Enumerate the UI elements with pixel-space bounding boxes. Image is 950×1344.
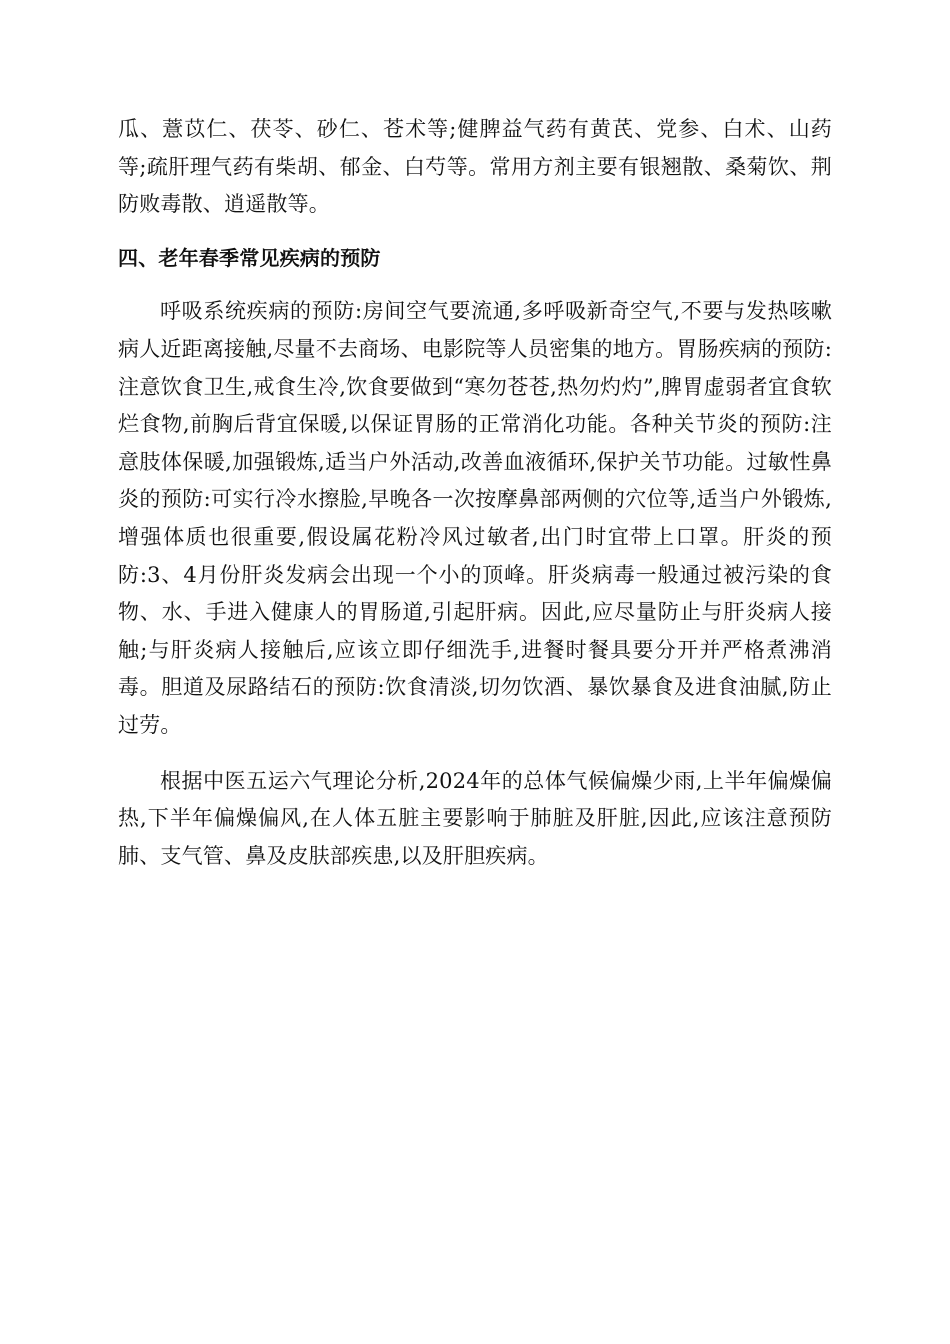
continuation-paragraph: 瓜、薏苡仁、茯苓、砂仁、苍术等;健脾益气药有黄芪、党参、白术、山药等;疏肝理气药有柴胡、郁金、白芍等。常用方剂主要有银翘散、桑菊饮、荆防败毒散、逍遥散等。: [118, 117, 832, 217]
document-body: [118, 111, 832, 875]
section-heading: 四、老年春季常见疾病的预防: [118, 245, 381, 270]
climate-analysis-paragraph: 根据中医五运六气理论分析,2024年的总体气候偏燥少雨,上半年偏燥偏热,下半年偏燥偏风,在人体五脏主要影响于肺脏及肝脏,因此,应该注意预防肺、支气管、鼻及皮肤部疾患,以及肝胆疾病。: [118, 768, 832, 868]
disease-prevention-paragraph: 呼吸系统疾病的预防:房间空气要流通,多呼吸新奇空气,不要与发热咳嗽病人近距离接触,尽量不去商场、电影院等人员密集的地方。胃肠疾病的预防:注意饮食卫生,戒食生冷,饮食要做到“寒勿苍苍,热勿灼灼”,脾胃虚弱者宜食软烂食物,前胸后背宜保暖,以保证胃肠的正常消化功能。各种关节炎的预防:注意肢体保暖,加强锻炼,适当户外活动,改善血液循环,保护关节功能。过敏性鼻炎的预防:可实行冷水擦脸,早晚各一次按摩鼻部两侧的穴位等,适当户外锻炼,增强体质也很重要,假设属花粉冷风过敏者,出门时宜带上口罩。肝炎的预防:3、4月份肝炎发病会出现一个小的顶峰。肝炎病毒一般通过被污染的食物、水、手进入健康人的胃肠道,引起肝病。因此,应尽量防止与肝炎病人接触;与肝炎病人接触后,应该立即仔细洗手,进餐时餐具要分开并严格煮沸消毒。胆道及尿路结石的预防:饮食清淡,切勿饮酒、暴饮暴食及进食油腻,防止过劳。: [118, 299, 832, 737]
